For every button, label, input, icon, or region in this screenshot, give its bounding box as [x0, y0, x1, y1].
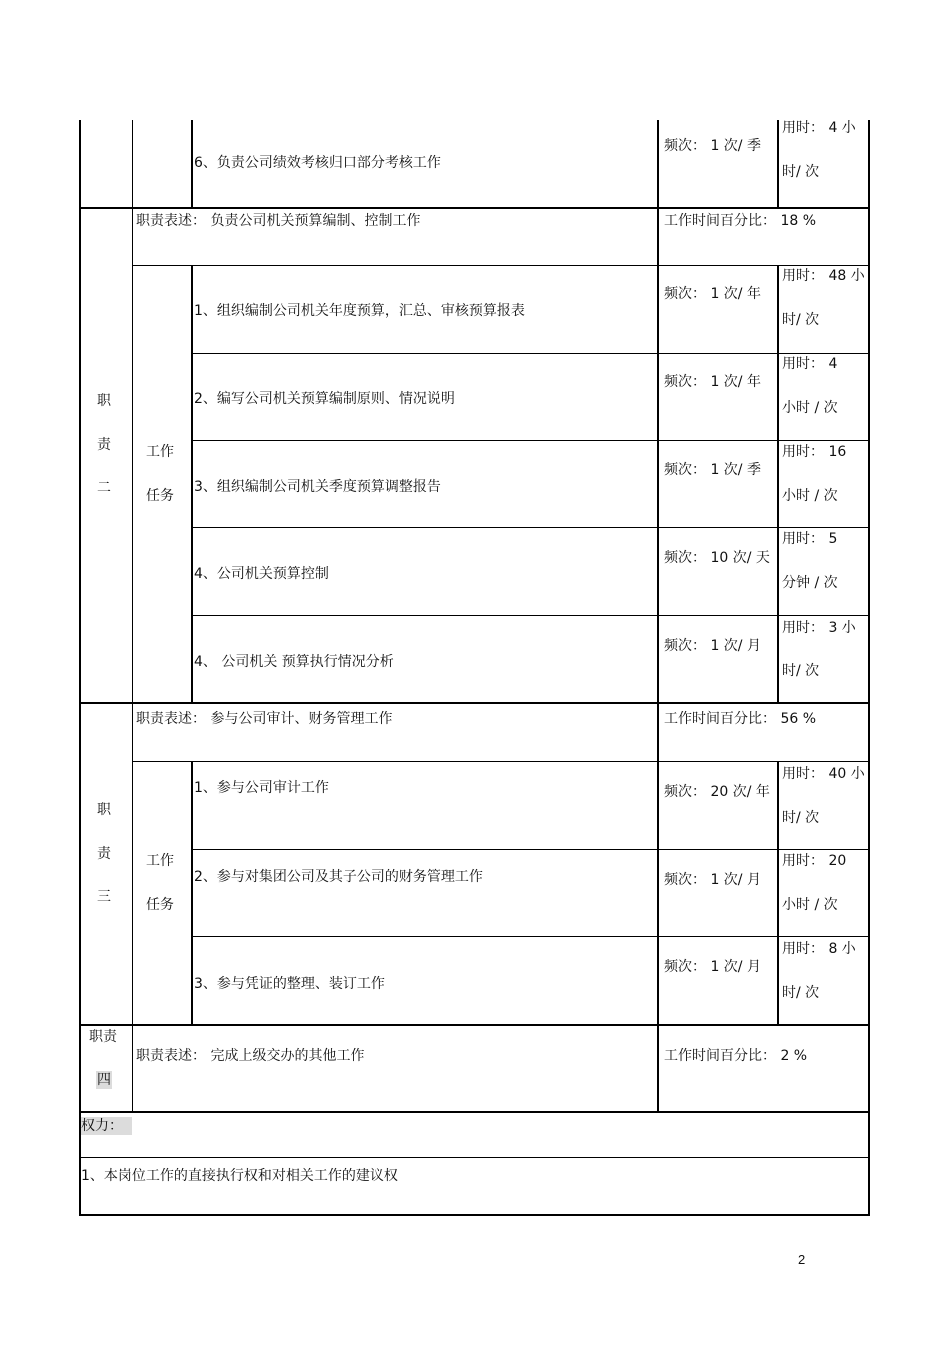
duty2-label-3: 二 [97, 480, 111, 496]
duty2-task-3-time-line2: 小时 / 次 [782, 488, 838, 504]
duty2-task-1-time-line1: 用时： 48 小 [782, 268, 865, 284]
duty4-label-2: 四 [97, 1072, 111, 1088]
duty2-task-2-freq: 频次： 1 次/ 年 [664, 374, 761, 390]
duty2-task-1-time-line2: 时/ 次 [782, 312, 820, 328]
duty2-task-1-freq: 频次： 1 次/ 年 [664, 286, 761, 302]
duty3-task-1-time-line1: 用时： 40 小 [782, 766, 865, 782]
duty2-task-3: 3、组织编制公司机关季度预算调整报告 [194, 479, 441, 495]
duty2-task-label-2: 任务 [146, 488, 174, 504]
duty2-task-2-time-line2: 小时 / 次 [782, 400, 838, 416]
duty3-task-3-freq: 频次： 1 次/ 月 [664, 959, 761, 975]
duty1-task-6-time-line1: 用时： 4 小 [782, 120, 856, 136]
duty4-description: 职责表述： 完成上级交办的其他工作 [136, 1048, 365, 1064]
duty3-task-2-time-line2: 小时 / 次 [782, 897, 838, 913]
duty1-task-6-freq: 频次： 1 次/ 季 [664, 138, 761, 154]
duty2-description: 职责表述： 负责公司机关预算编制、控制工作 [136, 213, 421, 229]
duty2-task-2-time-line1: 用时： 4 [782, 356, 838, 372]
power-heading: 权力： [81, 1117, 132, 1135]
duty3-task-1-freq: 频次： 20 次/ 年 [664, 784, 770, 800]
duty2-task-2: 2、编写公司机关预算编制原则、情况说明 [194, 391, 455, 407]
duty2-task-4-time-line1: 用时： 5 [782, 531, 838, 547]
duty2-task-3-time-line1: 用时： 16 [782, 444, 847, 460]
duty2-task-4: 4、公司机关预算控制 [194, 566, 329, 582]
duty3-task-2: 2、参与对集团公司及其子公司的财务管理工作 [194, 869, 483, 885]
duty2-task-1: 1、组织编制公司机关年度预算，汇总、审核预算报表 [194, 303, 525, 319]
duty2-task-label-1: 工作 [146, 444, 174, 460]
duty2-task-5-freq: 频次： 1 次/ 月 [664, 638, 761, 654]
duty3-label-1: 职 [97, 802, 111, 818]
duty2-task-5: 4、 公司机关 预算执行情况分析 [194, 654, 394, 670]
duty3-task-2-freq: 频次： 1 次/ 月 [664, 872, 761, 888]
duty2-task-3-freq: 频次： 1 次/ 季 [664, 462, 761, 478]
duty2-task-5-time-line2: 时/ 次 [782, 663, 820, 679]
duty1-task-6-time-line2: 时/ 次 [782, 164, 820, 180]
duty1-task-6: 6、负责公司绩效考核归口部分考核工作 [194, 155, 441, 171]
duty2-task-5-time-line1: 用时： 3 小 [782, 620, 856, 636]
duty3-description: 职责表述： 参与公司审计、财务管理工作 [136, 711, 393, 727]
duty2-task-4-time-line2: 分钟 / 次 [782, 575, 838, 591]
duty2-time-percentage: 工作时间百分比： 18 % [664, 213, 817, 229]
power-item-1: 1、本岗位工作的直接执行权和对相关工作的建议权 [81, 1168, 398, 1184]
duty3-task-2-time-line1: 用时： 20 [782, 853, 847, 869]
duty3-label-3: 三 [97, 889, 111, 905]
page-number: 2 [798, 1252, 806, 1267]
duty3-task-3: 3、参与凭证的整理、装订工作 [194, 976, 385, 992]
duty2-label-1: 职 [97, 393, 111, 409]
duty3-task-label-1: 工作 [146, 853, 174, 869]
duty2-label-2: 责 [97, 437, 111, 453]
duty3-label-2: 责 [97, 846, 111, 862]
duty2-task-4-freq: 频次： 10 次/ 天 [664, 550, 770, 566]
duty4-time-percentage: 工作时间百分比： 2 % [664, 1048, 808, 1064]
duty3-task-3-time-line1: 用时： 8 小 [782, 941, 856, 957]
duty3-task-label-2: 任务 [146, 897, 174, 913]
duty3-time-percentage: 工作时间百分比： 56 % [664, 711, 817, 727]
duty3-task-1-time-line2: 时/ 次 [782, 810, 820, 826]
duty3-task-3-time-line2: 时/ 次 [782, 985, 820, 1001]
duty3-task-1: 1、参与公司审计工作 [194, 780, 329, 796]
duty4-label-1: 职责 [89, 1029, 117, 1045]
